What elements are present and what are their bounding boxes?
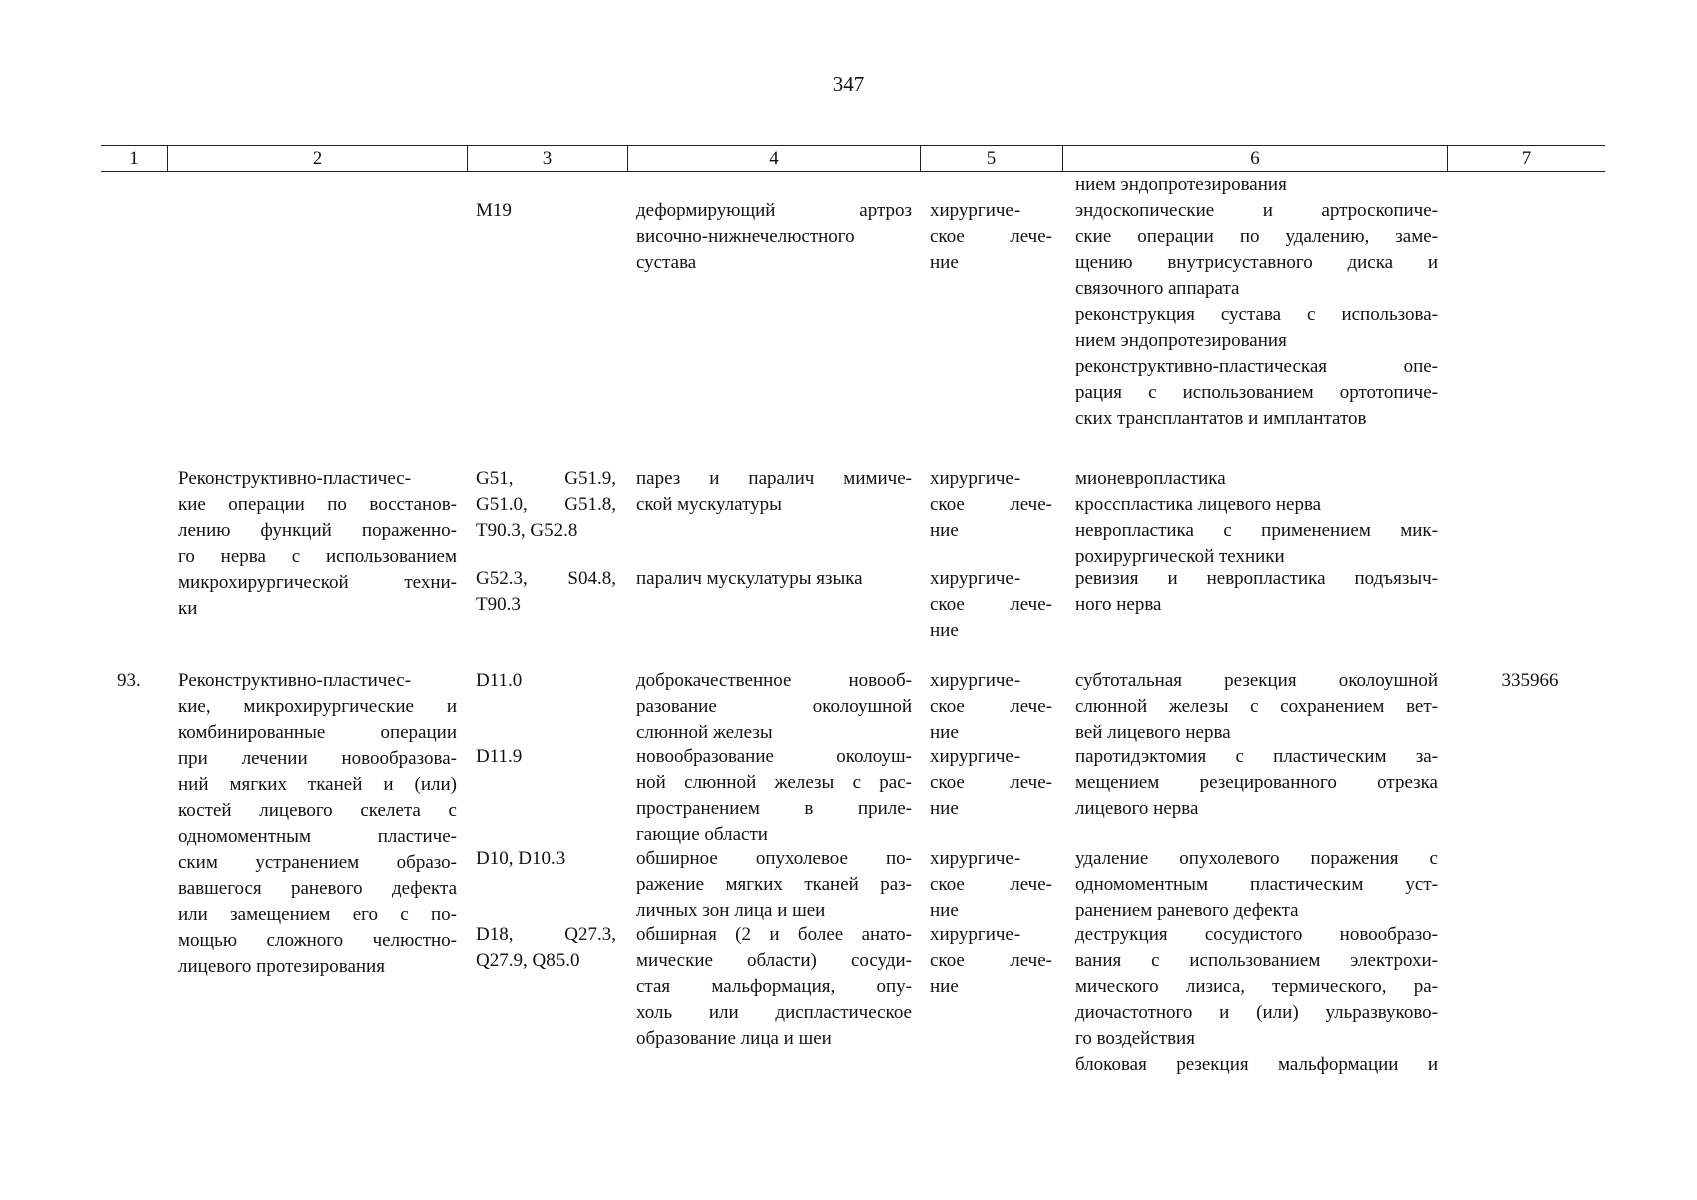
method-group-title-nerve: Реконструктивно-пластичес- кие операции по восстанов- лению функций пораженно- го нерва с использованием микрохирургической техни- ки (178, 468, 457, 619)
codes-cell-93-2: D11.9 (476, 746, 523, 767)
treatment-cell-93-4: хирургиче- ское лече- ние (930, 924, 1052, 997)
methods-cell-93-1: субтотальная резекция околоушной слюнной железы с сохранением вет- вей лицевого нерва (1075, 670, 1438, 743)
table-header-row (101, 145, 1605, 172)
diagnosis-cell-93-4: обширная (2 и более анато- мические области) сосуди- стая мальформация, опу- холь или диспластическое образование лица и шеи (636, 924, 912, 1049)
diagnosis-cell-93-2: новообразование околоуш- ной слюнной железы с рас- пространением в приле- гающие области (636, 746, 912, 845)
header-col-5: 5 (920, 146, 1062, 171)
methods-cell-m19: эндоскопические и артроскопиче- ские операции по удалению, заме- щению внутрисуставного диска и связочного аппарата реконструкция сустава с использова- нием эндопротезирования реконструктивно-пластическая опе- рация с использованием ортотопиче- ских трансплантатов и имплантатов (1075, 200, 1438, 429)
treatment-cell-m19: хирургиче- ское лече- ние (930, 200, 1052, 273)
methods-cell-93-4: деструкция сосудистого новообразо- вания с использованием электрохи- мического лизиса, термического, ра- диочастотного и (или) ульразвуково- го воздействия блоковая резекция мальформации и (1075, 924, 1438, 1075)
methods-cell-93-2: паротидэктомия с пластическим за- мещением резецированного отрезка лицевого нерва (1075, 746, 1438, 819)
page-number: 347 (832, 72, 865, 96)
row-number-93: 93. (117, 670, 141, 691)
codes-cell-93-1: D11.0 (476, 670, 523, 691)
methods-cell-nerve-1: мионевропластика кросспластика лицевого нерва невропластика с применением мик- рохирургической техники (1075, 468, 1438, 567)
diagnosis-cell-93-3: обширное опухолевое по- ражение мягких тканей раз- личных зон лица и шеи (636, 848, 912, 921)
diagnosis-cell-nerve-1: парез и паралич мимиче- ской мускулатуры (636, 468, 912, 515)
treatment-cell-nerve-1: хирургиче- ское лече- ние (930, 468, 1052, 541)
treatment-cell-93-2: хирургиче- ское лече- ние (930, 746, 1052, 819)
methods-cell-93-3: удаление опухолевого поражения с одномоментным пластическим уст- ранением раневого дефекта (1075, 848, 1438, 921)
header-col-1: 1 (129, 148, 139, 169)
treatment-cell-nerve-2: хирургиче- ское лече- ние (930, 568, 1052, 641)
header-col-6: 6 (1062, 146, 1447, 171)
treatment-cell-93-1: хирургиче- ское лече- ние (930, 670, 1052, 743)
header-col-3: 3 (467, 146, 627, 171)
header-col-7: 7 (1447, 146, 1605, 171)
codes-cell-nerve-2: G52.3, S04.8, T90.3 (476, 568, 616, 615)
methods-cell-continued: нием эндопротезирования (1075, 174, 1287, 195)
codes-cell-93-4: D18, Q27.3, Q27.9, Q85.0 (476, 924, 616, 971)
treatment-cell-93-3: хирургиче- ское лече- ние (930, 848, 1052, 921)
diagnosis-cell-m19: деформирующий артроз височно-нижнечелюстного сустава (636, 200, 912, 273)
codes-cell-93-3: D10, D10.3 (476, 848, 566, 869)
header-col-4: 4 (627, 146, 920, 171)
diagnosis-cell-93-1: доброкачественное новооб- разование околоушной слюнной железы (636, 670, 912, 743)
price-cell-93: 335966 (1501, 670, 1559, 691)
codes-cell-nerve-1: G51, G51.9, G51.0, G51.8, T90.3, G52.8 (476, 468, 616, 541)
method-group-title-93: Реконструктивно-пластичес- кие, микрохирургические и комбинированные операции при лечении новообразова- ний мягких тканей и (или) костей лицевого скелета с одномоментным пластиче- ским устранением образо- вавшегося раневого дефекта или замещением его с по- мощью сложного челюстно- лицевого протезирования (178, 670, 457, 977)
header-col-2: 2 (167, 146, 467, 171)
codes-cell-m19: M19 (476, 200, 512, 221)
methods-cell-nerve-2: ревизия и невропластика подъязыч- ного нерва (1075, 568, 1438, 615)
diagnosis-cell-nerve-2: паралич мускулатуры языка (636, 568, 863, 589)
